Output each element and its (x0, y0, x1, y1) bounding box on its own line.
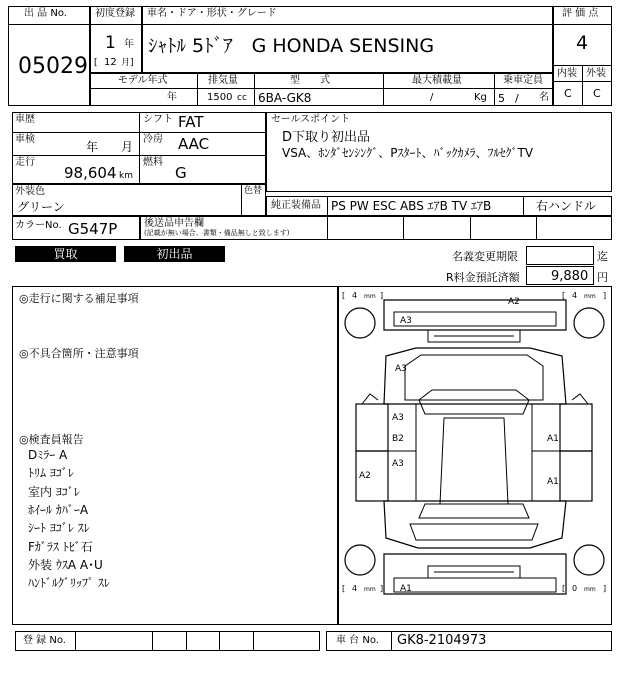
damage-mark-left-door-mid: B2 (392, 434, 404, 444)
lot-number-value: 05029 (18, 54, 88, 79)
tire-tr-value: 4 (572, 291, 578, 300)
score-sub-divider-v (582, 65, 583, 106)
chassis-label: 車 台 No. (336, 635, 379, 646)
recycle-value: 9,880 (551, 269, 589, 284)
inspector-item-6: Fｶﾞﾗｽ ﾄﾋﾞ石 (28, 540, 93, 554)
model-code-value: 6BA-GK8 (258, 91, 312, 105)
interior-score-value: C (564, 87, 572, 100)
interior-score-label: 内装 (557, 68, 577, 79)
damage-mark-left-rear-door: A3 (392, 459, 404, 469)
max-load-label: 最大積載量 (412, 75, 462, 86)
hood (405, 355, 543, 400)
name-change-label: 名義変更期限 (452, 250, 518, 263)
inspection-year-unit: 年 (86, 140, 99, 154)
tire-br-unit: mm (584, 586, 596, 593)
color-divider-v (241, 184, 242, 216)
reg-no-divider-5 (253, 631, 254, 651)
reg-no-divider-4 (219, 631, 220, 651)
reg-no-divider-3 (186, 631, 187, 651)
windshield (419, 390, 529, 414)
rear-window (419, 504, 529, 518)
wheel-top-left (345, 308, 375, 338)
shift-label: シフト (143, 114, 173, 125)
car-name-label: 車名・ドア・形状・グレード (147, 8, 277, 19)
roof (440, 418, 508, 504)
damage-mark-rear-bumper: A1 (400, 584, 412, 594)
inspector-report-label: ◎検査員報告 (19, 433, 84, 446)
history-label: 車歴 (15, 114, 35, 125)
equipment-divider-1 (327, 196, 328, 216)
inspector-item-2: ﾄﾘﾑ ﾖｺﾞﾚ (28, 466, 74, 480)
lot-number-label: 出 品 No. (24, 8, 67, 19)
doc-label: 後送品申告欄 (144, 218, 204, 229)
reg-no-divider-2 (152, 631, 153, 651)
mirror-left (362, 394, 378, 404)
sales-point-line-1: D下取り初出品 (282, 130, 371, 145)
model-year-unit: 年 (167, 92, 177, 103)
model-col-divider-4 (494, 73, 495, 106)
max-load-unit: Kg (474, 92, 487, 103)
exterior-score-label: 外装 (586, 68, 606, 79)
right-door-rear (532, 451, 560, 501)
equipment-value: PS PW ESC ABS ｴｱB TV ｴｱB (331, 199, 492, 213)
car-name-divider (142, 24, 553, 25)
score-sub-divider-2 (553, 81, 612, 82)
damage-mark-front-bumper: A2 (508, 297, 520, 307)
ac-label: 冷房 (143, 134, 163, 145)
tire-tl-close: ] (380, 291, 384, 300)
equipment-divider-2 (523, 196, 524, 216)
tire-tr-unit: mm (584, 293, 596, 300)
left-side-front (356, 404, 388, 451)
front-bumper-grille (394, 312, 556, 326)
first-listing-badge: 初出品 (124, 246, 225, 262)
spec-divider-h1 (12, 132, 266, 133)
tire-tl-open: [ (342, 291, 346, 300)
inspection-label: 車検 (15, 134, 35, 145)
model-col-divider-3 (383, 73, 384, 106)
sales-point-line-2: VSA、ﾎﾝﾀﾞｾﾝｼﾝｸﾞ、Pｽﾀｰﾄ、ﾊﾞｯｸｶﾒﾗ、ﾌﾙｾｸﾞTV (282, 146, 534, 160)
recycle-label: R料金預託済額 (446, 271, 520, 284)
car-name-value: ｼｬﾄﾙ 5ﾄﾞｱ G HONDA SENSING (148, 35, 435, 57)
body-front-outline (384, 348, 566, 404)
doc-divider-2 (403, 216, 404, 240)
inspector-item-1: Dﾐﾗｰ A (28, 448, 68, 462)
car-damage-diagram (338, 286, 612, 625)
shift-value: FAT (178, 113, 204, 131)
wheel-bottom-right (574, 545, 604, 575)
name-change-unit: 迄 (597, 250, 608, 263)
tire-tr-open: [ (562, 291, 566, 300)
displacement-value: 1500 (207, 92, 233, 103)
mileage-label: 走行 (15, 157, 35, 168)
model-col-divider-1 (197, 73, 198, 106)
registration-year: 1 (105, 33, 116, 53)
rear-bumper-inner (394, 578, 556, 592)
capacity-unit: 名 (539, 92, 549, 103)
lot-number-divider (8, 24, 90, 25)
registration-divider (90, 24, 142, 25)
score-value: 4 (576, 32, 589, 54)
model-year-label: モデル年式 (118, 75, 168, 86)
defects-notes-label: ◎不具合箇所・注意事項 (19, 347, 139, 360)
tire-tl-value: 4 (352, 291, 358, 300)
tire-bl-close: ] (380, 584, 384, 593)
reg-no-label: 登 録 No. (23, 635, 66, 646)
wheel-top-right (574, 308, 604, 338)
damage-mark-left-fender: A3 (395, 364, 407, 374)
damage-mark-front-grille: A3 (400, 316, 412, 326)
equipment-label: 純正装備品 (271, 200, 321, 211)
displacement-unit: cc (237, 93, 247, 103)
color-no-value: G547P (68, 220, 118, 238)
inspector-item-5: ｼｰﾄ ﾖｺﾞﾚ ｽﾚ (28, 521, 90, 535)
model-col-divider-2 (254, 73, 255, 106)
registration-month: 12 (104, 57, 117, 68)
reg-no-divider-1 (75, 631, 76, 651)
registration-month-unit: 月] (121, 58, 134, 68)
doc-divider-1 (327, 216, 328, 240)
registration-label: 初度登録 (95, 8, 135, 19)
score-label: 評 価 点 (562, 8, 599, 19)
mileage-unit: km (119, 171, 133, 181)
tire-tl-unit: mm (364, 293, 376, 300)
color-change-label: 色替 (244, 186, 263, 196)
tire-bl-unit: mm (364, 586, 376, 593)
max-load-slash: / (430, 92, 434, 103)
tire-bl-open: [ (342, 584, 346, 593)
registration-month-open: [ (94, 58, 98, 68)
ext-color-label: 外装色 (15, 186, 45, 197)
fuel-value: G (175, 164, 187, 182)
capacity-value: 5 (498, 92, 505, 105)
chassis-divider (391, 631, 392, 651)
trunk (410, 524, 538, 540)
mirror-right (572, 394, 588, 404)
model-row-divider (90, 88, 553, 89)
damage-mark-left-quarter: A2 (359, 471, 371, 481)
inspector-item-8: ﾊﾝﾄﾞﾙｸﾞﾘｯﾌﾟ ｽﾚ (28, 576, 110, 590)
name-change-box (526, 246, 594, 265)
exterior-score-value: C (593, 87, 601, 100)
damage-mark-right-front-door: A1 (547, 434, 559, 444)
tire-br-value: 0 (572, 584, 578, 593)
inspector-item-7: 外装 ｳｽA A･U (28, 558, 103, 572)
doc-divider-3 (470, 216, 471, 240)
inspector-item-3: 室内 ﾖｺﾞﾚ (28, 485, 80, 499)
sales-point-label: セールスポイント (271, 114, 351, 125)
registration-year-unit: 年 (124, 39, 134, 50)
buy-badge: 買取 (15, 246, 116, 262)
steering-value: 右ハンドル (536, 199, 597, 213)
capacity-slash: / (515, 92, 519, 105)
tire-br-close: ] (603, 584, 607, 593)
capacity-label: 乗車定員 (503, 75, 543, 86)
chassis-value: GK8-2104973 (397, 633, 487, 648)
ext-color-value: グリーン (17, 200, 65, 214)
mileage-value: 98,604 (64, 164, 117, 182)
wheel-bottom-left (345, 545, 375, 575)
damage-mark-left-door-top: A3 (392, 413, 404, 423)
tire-bl-value: 4 (352, 584, 358, 593)
inspection-month-unit: 月 (121, 140, 134, 154)
spec-divider-h2 (12, 155, 266, 156)
score-divider (553, 24, 612, 25)
doc-divider-4 (536, 216, 537, 240)
displacement-label: 排気量 (208, 75, 238, 86)
model-code-label: 型 式 (290, 75, 330, 86)
driving-notes-label: ◎走行に関する補足事項 (19, 292, 139, 305)
fuel-label: 燃料 (143, 157, 163, 168)
tire-br-open: [ (562, 584, 566, 593)
inspector-item-4: ﾎｲｰﾙ ｶﾊﾞｰA (28, 503, 89, 517)
doc-note: (記載が無い場合、書類・備品無しと致します) (144, 229, 290, 237)
color-no-label: カラーNo. (15, 220, 62, 231)
tire-tr-close: ] (603, 291, 607, 300)
right-side-front (560, 404, 592, 451)
right-side-rear (560, 451, 592, 501)
recycle-unit: 円 (597, 271, 608, 284)
damage-mark-right-rear-door: A1 (547, 477, 559, 487)
spec-divider-v (139, 112, 140, 184)
ac-value: AAC (178, 135, 210, 153)
